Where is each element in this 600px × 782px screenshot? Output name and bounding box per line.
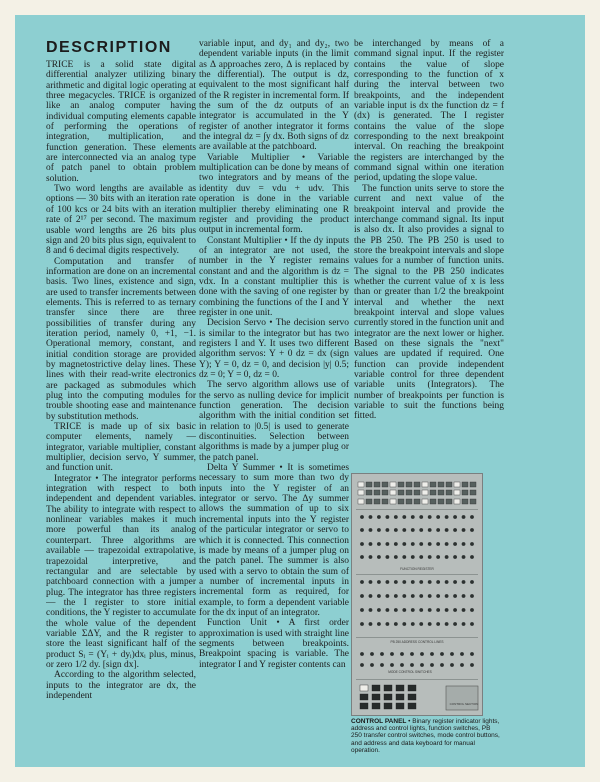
panel-switch — [402, 515, 406, 519]
panel-switch — [411, 542, 415, 546]
caption-text: • Binary register indicator lights, address and control lights, function switches, PB 250 transfer control switches, mode control buttons, and address and data keyboard for manual operation. — [351, 718, 500, 754]
register-lamp — [430, 490, 436, 495]
panel-switch — [462, 622, 466, 626]
panel-switch — [394, 542, 398, 546]
panel-label-1: FUNCTION REGISTER — [400, 567, 434, 571]
panel-switch — [470, 528, 474, 532]
panel-switch — [428, 515, 432, 519]
panel-label-4: CONTROL SECTION — [449, 702, 479, 706]
panel-switch — [453, 608, 457, 612]
register-lamp — [470, 490, 476, 495]
panel-switch — [462, 580, 466, 584]
panel-switch — [419, 594, 423, 598]
panel-switch — [462, 594, 466, 598]
paragraph: be interchanged by means of a command signal input. If the register contains the value of slope corresponding to the function of x during the interval between two breakpoints, and the independent variable input is dx the function dz = f (dx) is generated. The I register contains the value of the slope corresponding to the next breakpoint interval. On reaching the breakpoint the registers are interchanged by the command signal within one iteration period, updating the slope value. — [354, 39, 504, 184]
panel-switch — [370, 663, 374, 667]
panel-switch — [445, 528, 449, 532]
keyboard-key — [396, 703, 404, 709]
register-lamp — [430, 482, 436, 487]
register-lamp — [358, 490, 364, 495]
register-lamp — [374, 490, 380, 495]
panel-switch — [394, 515, 398, 519]
panel-switch — [436, 580, 440, 584]
panel-switch — [436, 608, 440, 612]
panel-switch — [402, 555, 406, 559]
panel-switch — [419, 542, 423, 546]
panel-switch — [445, 515, 449, 519]
panel-trim — [356, 637, 478, 638]
panel-switch — [436, 528, 440, 532]
column-3 — [354, 39, 504, 469]
register-lamp — [462, 482, 468, 487]
paragraph: Decision Servo • The decision servo is similar to the integrator but has two registers I and Y. It uses two different algorithm servos: Y + 0 dz = dx (sign Y); Y = 0, dz = 0, and decision |y| 0.5; dz = 0; Y = 0, dz = 0. — [199, 318, 349, 380]
panel-switch — [428, 594, 432, 598]
register-lamp — [422, 499, 428, 504]
panel-switch — [411, 580, 415, 584]
panel-switch — [450, 652, 454, 656]
panel-switch — [377, 515, 381, 519]
caption-title: CONTROL PANEL — [351, 718, 407, 725]
panel-switch — [453, 542, 457, 546]
panel-switch — [419, 515, 423, 519]
panel-switch — [377, 555, 381, 559]
register-lamp — [446, 482, 452, 487]
panel-switch — [360, 663, 364, 667]
panel-switch — [377, 622, 381, 626]
panel-switch — [428, 542, 432, 546]
panel-switch — [436, 555, 440, 559]
register-lamp — [414, 482, 420, 487]
section-heading: DESCRIPTION — [46, 39, 172, 56]
panel-switch — [369, 608, 373, 612]
panel-switch — [385, 594, 389, 598]
register-lamp — [406, 499, 412, 504]
panel-switch — [360, 580, 364, 584]
panel-switch — [445, 580, 449, 584]
panel-switch — [470, 594, 474, 598]
keyboard-key — [360, 703, 368, 709]
register-lamp — [398, 490, 404, 495]
panel-switch — [428, 622, 432, 626]
panel-switch — [470, 652, 474, 656]
panel-switch — [470, 608, 474, 612]
paragraph: Constant Multiplier • If the dy inputs of an integrator are not used, the number in the Y register remains constant and and the algorithm is dz = vdx. In a constant multiplier this is done with the saving of one register by combining the functions of the I and Y register in one unit. — [199, 235, 349, 318]
register-lamp — [398, 482, 404, 487]
panel-switch — [377, 594, 381, 598]
page — [15, 15, 585, 767]
panel-switch — [445, 608, 449, 612]
panel-switch — [453, 622, 457, 626]
panel-switch — [377, 580, 381, 584]
panel-switch — [436, 622, 440, 626]
panel-switch — [470, 555, 474, 559]
panel-switch — [360, 515, 364, 519]
register-lamp — [382, 482, 388, 487]
register-lamp — [374, 499, 380, 504]
register-lamp — [366, 499, 372, 504]
paragraph: According to the algorithm selected, inputs to the integrator are dx, the independent — [46, 670, 196, 701]
control-panel-illustration — [352, 474, 482, 715]
paragraph: Variable Multiplier • Variable multiplication can be done by means of two integrators and by means of the identity duv = vdu + udv. This operation is done in the variable multiplier thereby eliminating one R register and providing the product output in incremental form. — [199, 152, 349, 236]
panel-switch — [470, 515, 474, 519]
panel-switch — [360, 528, 364, 532]
panel-switch — [440, 663, 444, 667]
panel-switch — [385, 622, 389, 626]
panel-switch — [377, 542, 381, 546]
panel-switch — [453, 594, 457, 598]
panel-label-2: PB 250 ADDRESS CONTROL LINES — [390, 640, 444, 644]
panel-switch — [360, 555, 364, 559]
panel-switch — [402, 542, 406, 546]
panel-switch — [411, 608, 415, 612]
panel-switch — [369, 580, 373, 584]
panel-switch — [419, 555, 423, 559]
panel-switch — [460, 663, 464, 667]
keyboard-key — [360, 694, 368, 700]
column-1 — [46, 39, 196, 767]
panel-switch — [428, 608, 432, 612]
panel-switch — [385, 608, 389, 612]
register-lamp — [438, 490, 444, 495]
panel-switch — [419, 622, 423, 626]
panel-switch — [411, 622, 415, 626]
paragraph: The servo algorithm allows use of the servo as nulling device for implicit function generation. The decision algorithm with the initial condition set in relation to |0.5| is used to generate discontinuities. Selection between algorithms is made by a jumper plug or the patch panel. — [199, 380, 349, 463]
register-lamp — [390, 482, 396, 487]
panel-switch — [462, 542, 466, 546]
register-lamp — [414, 499, 420, 504]
register-lamp — [366, 490, 372, 495]
panel-switch — [440, 652, 444, 656]
panel-switch — [369, 622, 373, 626]
register-lamp — [382, 490, 388, 495]
paragraph: TRICE is made up of six basic computer elements, namely — integrator, variable multiplier, constant multiplier, decision servo, Y summer, and function unit. — [46, 422, 196, 474]
control-section-box — [446, 686, 478, 710]
register-lamp — [374, 482, 380, 487]
register-lamp — [422, 482, 428, 487]
panel-switch — [411, 555, 415, 559]
panel-switch — [430, 652, 434, 656]
panel-switch — [369, 542, 373, 546]
panel-switch — [390, 663, 394, 667]
panel-switch — [430, 663, 434, 667]
panel-trim — [356, 574, 478, 575]
register-lamp — [366, 482, 372, 487]
keyboard-key — [360, 685, 368, 691]
register-lamp — [446, 499, 452, 504]
register-lamp — [446, 490, 452, 495]
panel-switch — [369, 555, 373, 559]
panel-switch — [428, 555, 432, 559]
panel-switch — [385, 528, 389, 532]
panel-switch — [436, 542, 440, 546]
register-lamp — [462, 499, 468, 504]
panel-switch — [445, 542, 449, 546]
panel-switch — [385, 515, 389, 519]
panel-switch — [402, 622, 406, 626]
paragraph: Computation and transfer of information are done on an incremental basis. Two lines, existence and sign, are used to transfer increments between elements. This is referred to as ternary transfer since there are three possibilities of transfer during any iteration period, namely 0, +1, −1. Operational memory, constant, and initial condition storage are provided by magnetostrictive delay lines. These lines with their read-write electronics are packaged as submodules which plug into the computing modules for trouble shooting ease and maintenance by substitution methods. — [46, 256, 196, 422]
panel-trim — [356, 509, 478, 510]
keyboard-key — [408, 694, 416, 700]
panel-switch — [462, 528, 466, 532]
panel-label-3: MODE CONTROL SWITCHES — [388, 670, 432, 674]
panel-switch — [453, 515, 457, 519]
register-lamp — [470, 499, 476, 504]
panel-switch — [428, 528, 432, 532]
panel-switch — [402, 528, 406, 532]
panel-switch — [470, 542, 474, 546]
panel-switch — [419, 608, 423, 612]
panel-switch — [402, 594, 406, 598]
panel-switch — [445, 622, 449, 626]
keyboard-key — [396, 694, 404, 700]
register-lamp — [390, 490, 396, 495]
panel-switch — [453, 555, 457, 559]
panel-switch — [445, 555, 449, 559]
panel-switch — [411, 515, 415, 519]
keyboard-key — [384, 694, 392, 700]
paragraph: Two word lengths are available as options — 30 bits with an iteration rate of 100 kcs or 24 bits with an iteration rate of 2¹⁷ per second. The maximum usable word lengths are 26 bits plus sign and 20 bits plus sign, equivalent to 8 and 6 decimal digits respectively. — [46, 184, 196, 257]
register-lamp — [438, 499, 444, 504]
register-lamp — [438, 482, 444, 487]
panel-switch — [462, 515, 466, 519]
panel-switch — [411, 594, 415, 598]
panel-switch — [445, 594, 449, 598]
register-lamp — [422, 490, 428, 495]
panel-switch — [385, 580, 389, 584]
panel-switch — [419, 580, 423, 584]
panel-switch — [462, 555, 466, 559]
panel-switch — [390, 652, 394, 656]
register-lamp — [358, 482, 364, 487]
panel-switch — [385, 555, 389, 559]
panel-switch — [470, 663, 474, 667]
panel-switch — [428, 580, 432, 584]
control-panel-photo — [351, 473, 483, 716]
panel-switch — [470, 622, 474, 626]
panel-switch — [410, 663, 414, 667]
panel-switch — [470, 580, 474, 584]
panel-trim — [356, 679, 478, 680]
keyboard-key — [372, 694, 380, 700]
register-lamp — [390, 499, 396, 504]
paragraph: Delta Y Summer • It is sometimes necessary to sum more than two dy inputs into the Y register of an integrator or servo. The Δy summer allows the summation of up to six incremental inputs into the Y register of the particular integrator or servo to which it is connected. This connection is made by means of a jumper plug on the patch panel. The summer is also used with a servo to obtain the sum of a number of incremental inputs in incremental form as required, for example, to form a dependent variable for the dx input of an integrator. — [199, 463, 349, 618]
register-lamp — [470, 482, 476, 487]
keyboard-key — [408, 685, 416, 691]
panel-switch — [420, 663, 424, 667]
panel-switch — [360, 622, 364, 626]
panel-switch — [377, 528, 381, 532]
panel-switch — [419, 528, 423, 532]
panel-switch — [385, 542, 389, 546]
panel-switch — [453, 580, 457, 584]
panel-switch — [400, 652, 404, 656]
panel-switch — [380, 663, 384, 667]
paragraph: variable input, and dy₁ and dy₂, two dependent variable inputs (in the limit as Δ approaches zero, Δ is replaced by the differential). The output is dz, equivalent to the most significant half of the R register in incremental form. If the sum of the dz outputs of an integrator is accumulated in the Y register of another integrator it forms the integral dz = ∫y dx. Both signs of dz are available at the patchboard. — [199, 39, 349, 153]
panel-switch — [411, 528, 415, 532]
paragraph: The function units serve to store the current and next value of the breakpoint interval and provide the interchange command signal. Its input is also dx. It also provides a signal to the PB 250. The PB 250 is used to store the breakpoint intervals and slope values for a number of function units. The signal to the PB 250 indicates whether the current value of x is less than or greater than 1/2 the breakpoint interval and whether the next breakpoint interval and slope values currently stored in the function unit and integrator are the next lower or higher. Based on these signals the "next" values are updated if required. One function can provide independent variable control for three dependent variable units (Integrators). The number of breakpoints per function is variable to suit the functions being fitted. — [354, 183, 504, 422]
panel-switch — [436, 515, 440, 519]
panel-switch — [360, 542, 364, 546]
register-lamp — [406, 490, 412, 495]
panel-switch — [369, 594, 373, 598]
keyboard-key — [408, 703, 416, 709]
panel-switch — [394, 622, 398, 626]
keyboard-key — [384, 685, 392, 691]
register-lamp — [462, 490, 468, 495]
panel-switch — [394, 608, 398, 612]
panel-switch — [410, 652, 414, 656]
photo-caption — [351, 718, 503, 754]
panel-switch — [402, 580, 406, 584]
panel-switch — [360, 652, 364, 656]
panel-switch — [380, 652, 384, 656]
register-lamp — [398, 499, 404, 504]
register-lamp — [382, 499, 388, 504]
panel-switch — [360, 594, 364, 598]
panel-switch — [402, 608, 406, 612]
panel-switch — [450, 663, 454, 667]
register-lamp — [358, 499, 364, 504]
keyboard-key — [372, 703, 380, 709]
panel-switch — [394, 555, 398, 559]
panel-switch — [462, 608, 466, 612]
panel-switch — [436, 594, 440, 598]
panel-switch — [360, 608, 364, 612]
register-lamp — [406, 482, 412, 487]
panel-switch — [394, 594, 398, 598]
panel-switch — [400, 663, 404, 667]
panel-switch — [420, 652, 424, 656]
panel-switch — [394, 528, 398, 532]
panel-switch — [370, 652, 374, 656]
register-lamp — [454, 490, 460, 495]
panel-switch — [394, 580, 398, 584]
panel-switch — [453, 528, 457, 532]
register-lamp — [430, 499, 436, 504]
panel-switch — [369, 528, 373, 532]
register-lamp — [414, 490, 420, 495]
panel-switch — [460, 652, 464, 656]
panel-switch — [369, 515, 373, 519]
paragraph: Function Unit • A first order approximation is used with straight line segments between breakpoints. Breakpoint spacing is variable. The integrator I and Y register contents can — [199, 618, 349, 670]
paragraph: TRICE is a solid state digital differential analyzer utilizing binary arithmetic and digital logic operating at three megacycles. TRICE is organized like an analog computer having individual computing elements capable of performing the operations of integration, multiplication, and function generation. These elements are interconnected via an analog type of patch panel to obtain problem solution. — [46, 60, 196, 184]
register-lamp — [454, 499, 460, 504]
keyboard-key — [372, 685, 380, 691]
paragraph: Integrator • The integrator performs integration with respect to both independent and dependent variables. The ability to integrate with respect to nonlinear variables makes it much more powerful than its analog counterpart. Three algorithms are available — trapezoidal extrapolative, trapezoidal interpretive, and rectangular and are selectable by patchboard connection with a jumper plug. The integrator has three registers — the I register to store initial conditions, the Y register to accumulate the whole value of the dependent variable ΣΔY, and the R register to store the least significant half of the product Sᵢ = (Yᵢ + dyᵢ)dxᵢ plus, minus, or zero 1/2 dy. [sign dx]. — [46, 473, 196, 670]
keyboard-key — [384, 703, 392, 709]
register-lamp — [454, 482, 460, 487]
panel-switch — [377, 608, 381, 612]
keyboard-key — [396, 685, 404, 691]
column-2 — [199, 39, 349, 767]
